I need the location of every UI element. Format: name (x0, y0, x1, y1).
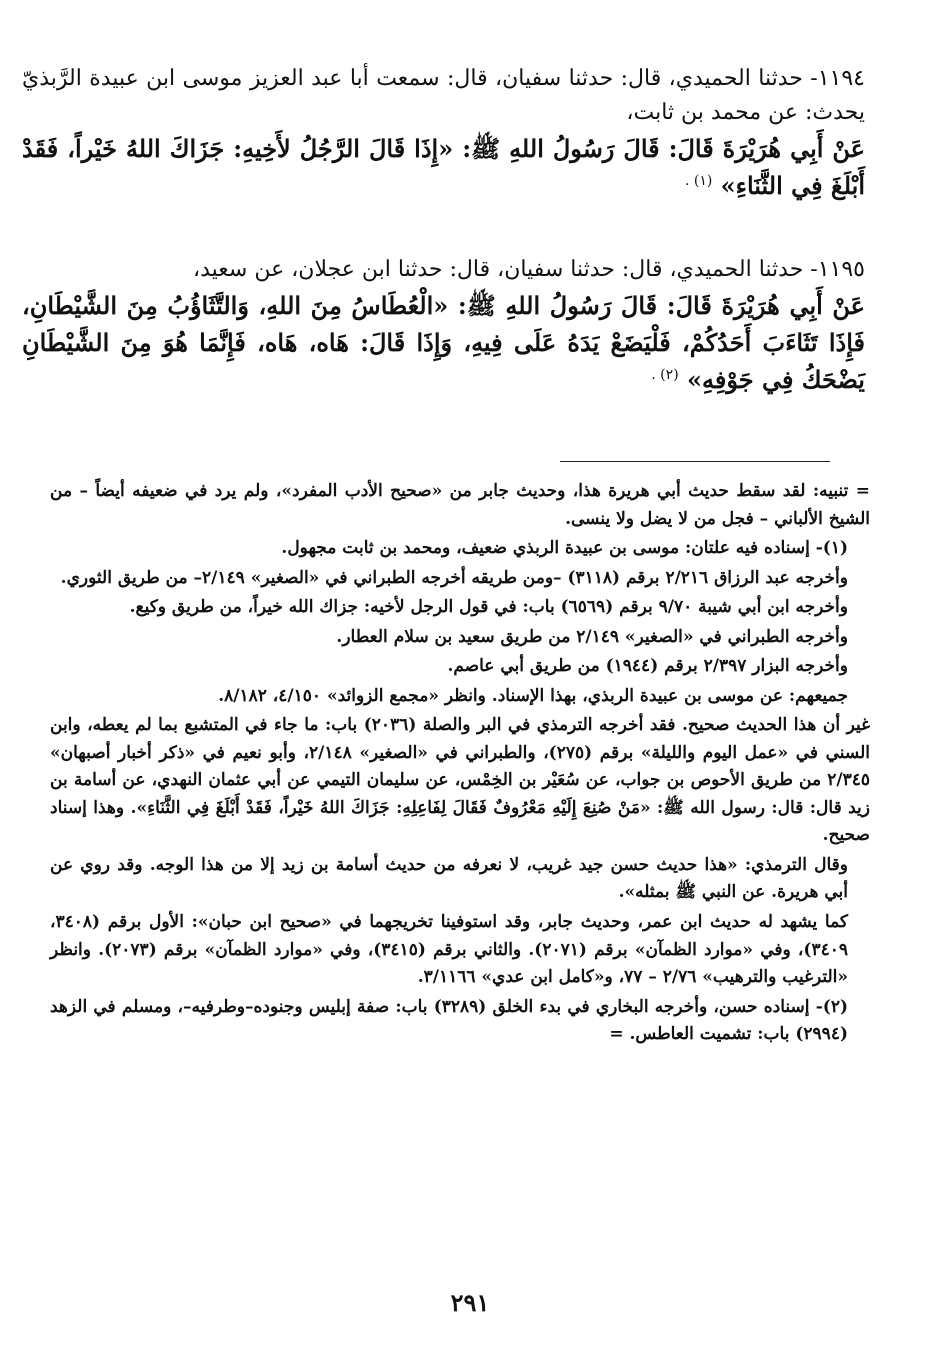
footnote-1-intro: (١)- إسناده فيه علتان: موسى بن عبيدة الربذي ضعيف، ومحمد بن ثابت مجهول. (281, 538, 848, 559)
footnotes (50, 478, 870, 1051)
footnote-1-bazzar: وأخرجه البزار ٢/٣٩٧ برقم (١٩٤٤) من طريق أبي عاصم. (447, 656, 848, 677)
hadith-1194-text (22, 130, 865, 204)
footnote-1-summary: جميعهم: عن موسى بن عبيدة الربذي، بهذا الإسناد. وانظر «مجمع الزوائد» ٤/١٥٠، ٨/١٨٢. (218, 685, 848, 706)
hadith-1195-narrator: عَنْ أَبِي هُرَيْرَةَ قَالَ: قَالَ رَسُولُ اللهِ ﷺ: (457, 291, 865, 321)
hadith-1195-text (22, 287, 865, 399)
footnote-1-tabarani: وأخرجه الطبراني في «الصغير» ٢/١٤٩ من طريق سعيد بن سلام العطار. (336, 626, 848, 647)
footnote-ref-2: (٢) . (651, 367, 679, 384)
footnote-1-authentication: غير أن هذا الحديث صحيح. فقد أخرجه الترمذي في البر والصلة (٢٠٣٦) باب: ما جاء في المتشبع بما لم يعطه، وابن السني في «عمل اليوم والليلة» برقم (٢٧٥)، والطبراني في «الصغير» ٢/١٤٨، وأبو نعيم في «ذكر أخبار أصبهان» ٢/٣٤٥ من طريق الأحوص بن جواب، عن سُعَيْر بن الخِمْس، عن سليمان التيمي عن أبي عثمان النهدي، عن أسامة بن زيد قال: قال: رسول الله ﷺ: «مَنْ صُنِعَ إِلَيْهِ مَعْرُوفٌ فَقَالَ لِفَاعِلِهِ: جَزَاكَ اللهُ خَيْراً، فَقَدْ أَبْلَغَ فِي الثَّنَاءِ». وهذا إسناد صحيح. (50, 715, 870, 846)
footnote-ref-1: (١) . (684, 173, 713, 190)
hadith-1194 (22, 62, 865, 205)
hadith-1194-isnad: ١١٩٤- حدثنا الحميدي، قال: حدثنا سفيان، قال: سمعت أبا عبد العزيز موسى ابن عبيدة الرَّبذيّ يحدث: عن محمد بن ثابت، (22, 66, 865, 126)
footnote-continuation: = تنبيه: لقد سقط حديث أبي هريرة هذا، وحديث جابر من «صحيح الأدب المفرد»، ولم يرد في ضعيفه أيضاً – من الشيخ الألباني – فجل من لا يضل ولا ينسى. (50, 481, 870, 529)
footnote-2: (٢)- إسناده حسن، وأخرجه البخاري في بدء الخلق (٣٢٨٩) باب: صفة إبليس وجنوده–وطرفيه–، ومسلم في الزهد (٢٩٩٤) باب: تشميت العاطس. = (50, 996, 848, 1045)
page-number: ٢٩١ (450, 1288, 490, 1317)
hadith-1195 (22, 253, 865, 399)
hadith-1195-isnad: ١١٩٥- حدثنا الحميدي، قال: حدثنا سفيان، قال: حدثنا ابن عجلان، عن سعيد، (193, 257, 865, 282)
hadith-1194-narrator: عَنْ أَبِي هُرَيْرَةَ قَالَ: قَالَ رَسُولُ اللهِ ﷺ: (462, 134, 866, 164)
hadith-1194-matn: «إِذَا قَالَ الرَّجُلُ لأَخِيهِ: جَزَاكَ اللهُ خَيْراً، فَقَدْ أَبْلَغَ فِي الثَّنَاءِ» (22, 134, 865, 201)
footnote-1-witnesses: كما يشهد له حديث ابن عمر، وحديث جابر، وقد استوفينا تخريجهما في «صحيح ابن حبان»: الأول برقم (٣٤٠٨، ٣٤٠٩)، وفي «موارد الظمآن» برقم (٢٠٧١). والثاني برقم (٣٤١٥)، وفي «موارد الظمآن» برقم (٢٠٧٣). وانظر «الترغيب والترهيب» ٢/٧٦ – ٧٧، و«كامل ابن عدي» ٣/١١٦٦. (50, 911, 848, 988)
footnote-1-abdurrazzaq: وأخرجه عبد الرزاق ٢/٢١٦ برقم (٣١١٨) –ومن طريقه أخرجه الطبراني في «الصغير» ٢/١٤٩– من طريق الثوري. (60, 567, 848, 588)
footnote-separator (560, 461, 830, 462)
hadith-1195-matn: «الْعُطَاسُ مِنَ اللهِ، وَالتَّثَاؤُبُ مِنَ الشَّيْطَانِ، فَإِذَا تَثَاءَبَ أَحَدُكُمْ، فَلْيَضَعْ يَدَهُ عَلَى فِيهِ، وَإِذَا قَالَ: هَاه، هَاه، فَإِنَّمَا هُوَ مِنَ الشَّيْطَانِ يَضْحَكُ فِي جَوْفِهِ» (22, 291, 865, 395)
footnote-1-tirmidhi: وقال الترمذي: «هذا حديث حسن جيد غريب، لا نعرفه من حديث أسامة بن زيد إلا من هذا الوجه. وقد روي عن أبي هريرة. عن النبي ﷺ بمثله». (50, 854, 848, 903)
footnote-1-ibn-abi-shayba: وأخرجه ابن أبي شيبة ٩/٧٠ برقم (٦٥٦٩) باب: في قول الرجل لأخيه: جزاك الله خيراً، من طريق وكيع. (129, 597, 848, 618)
